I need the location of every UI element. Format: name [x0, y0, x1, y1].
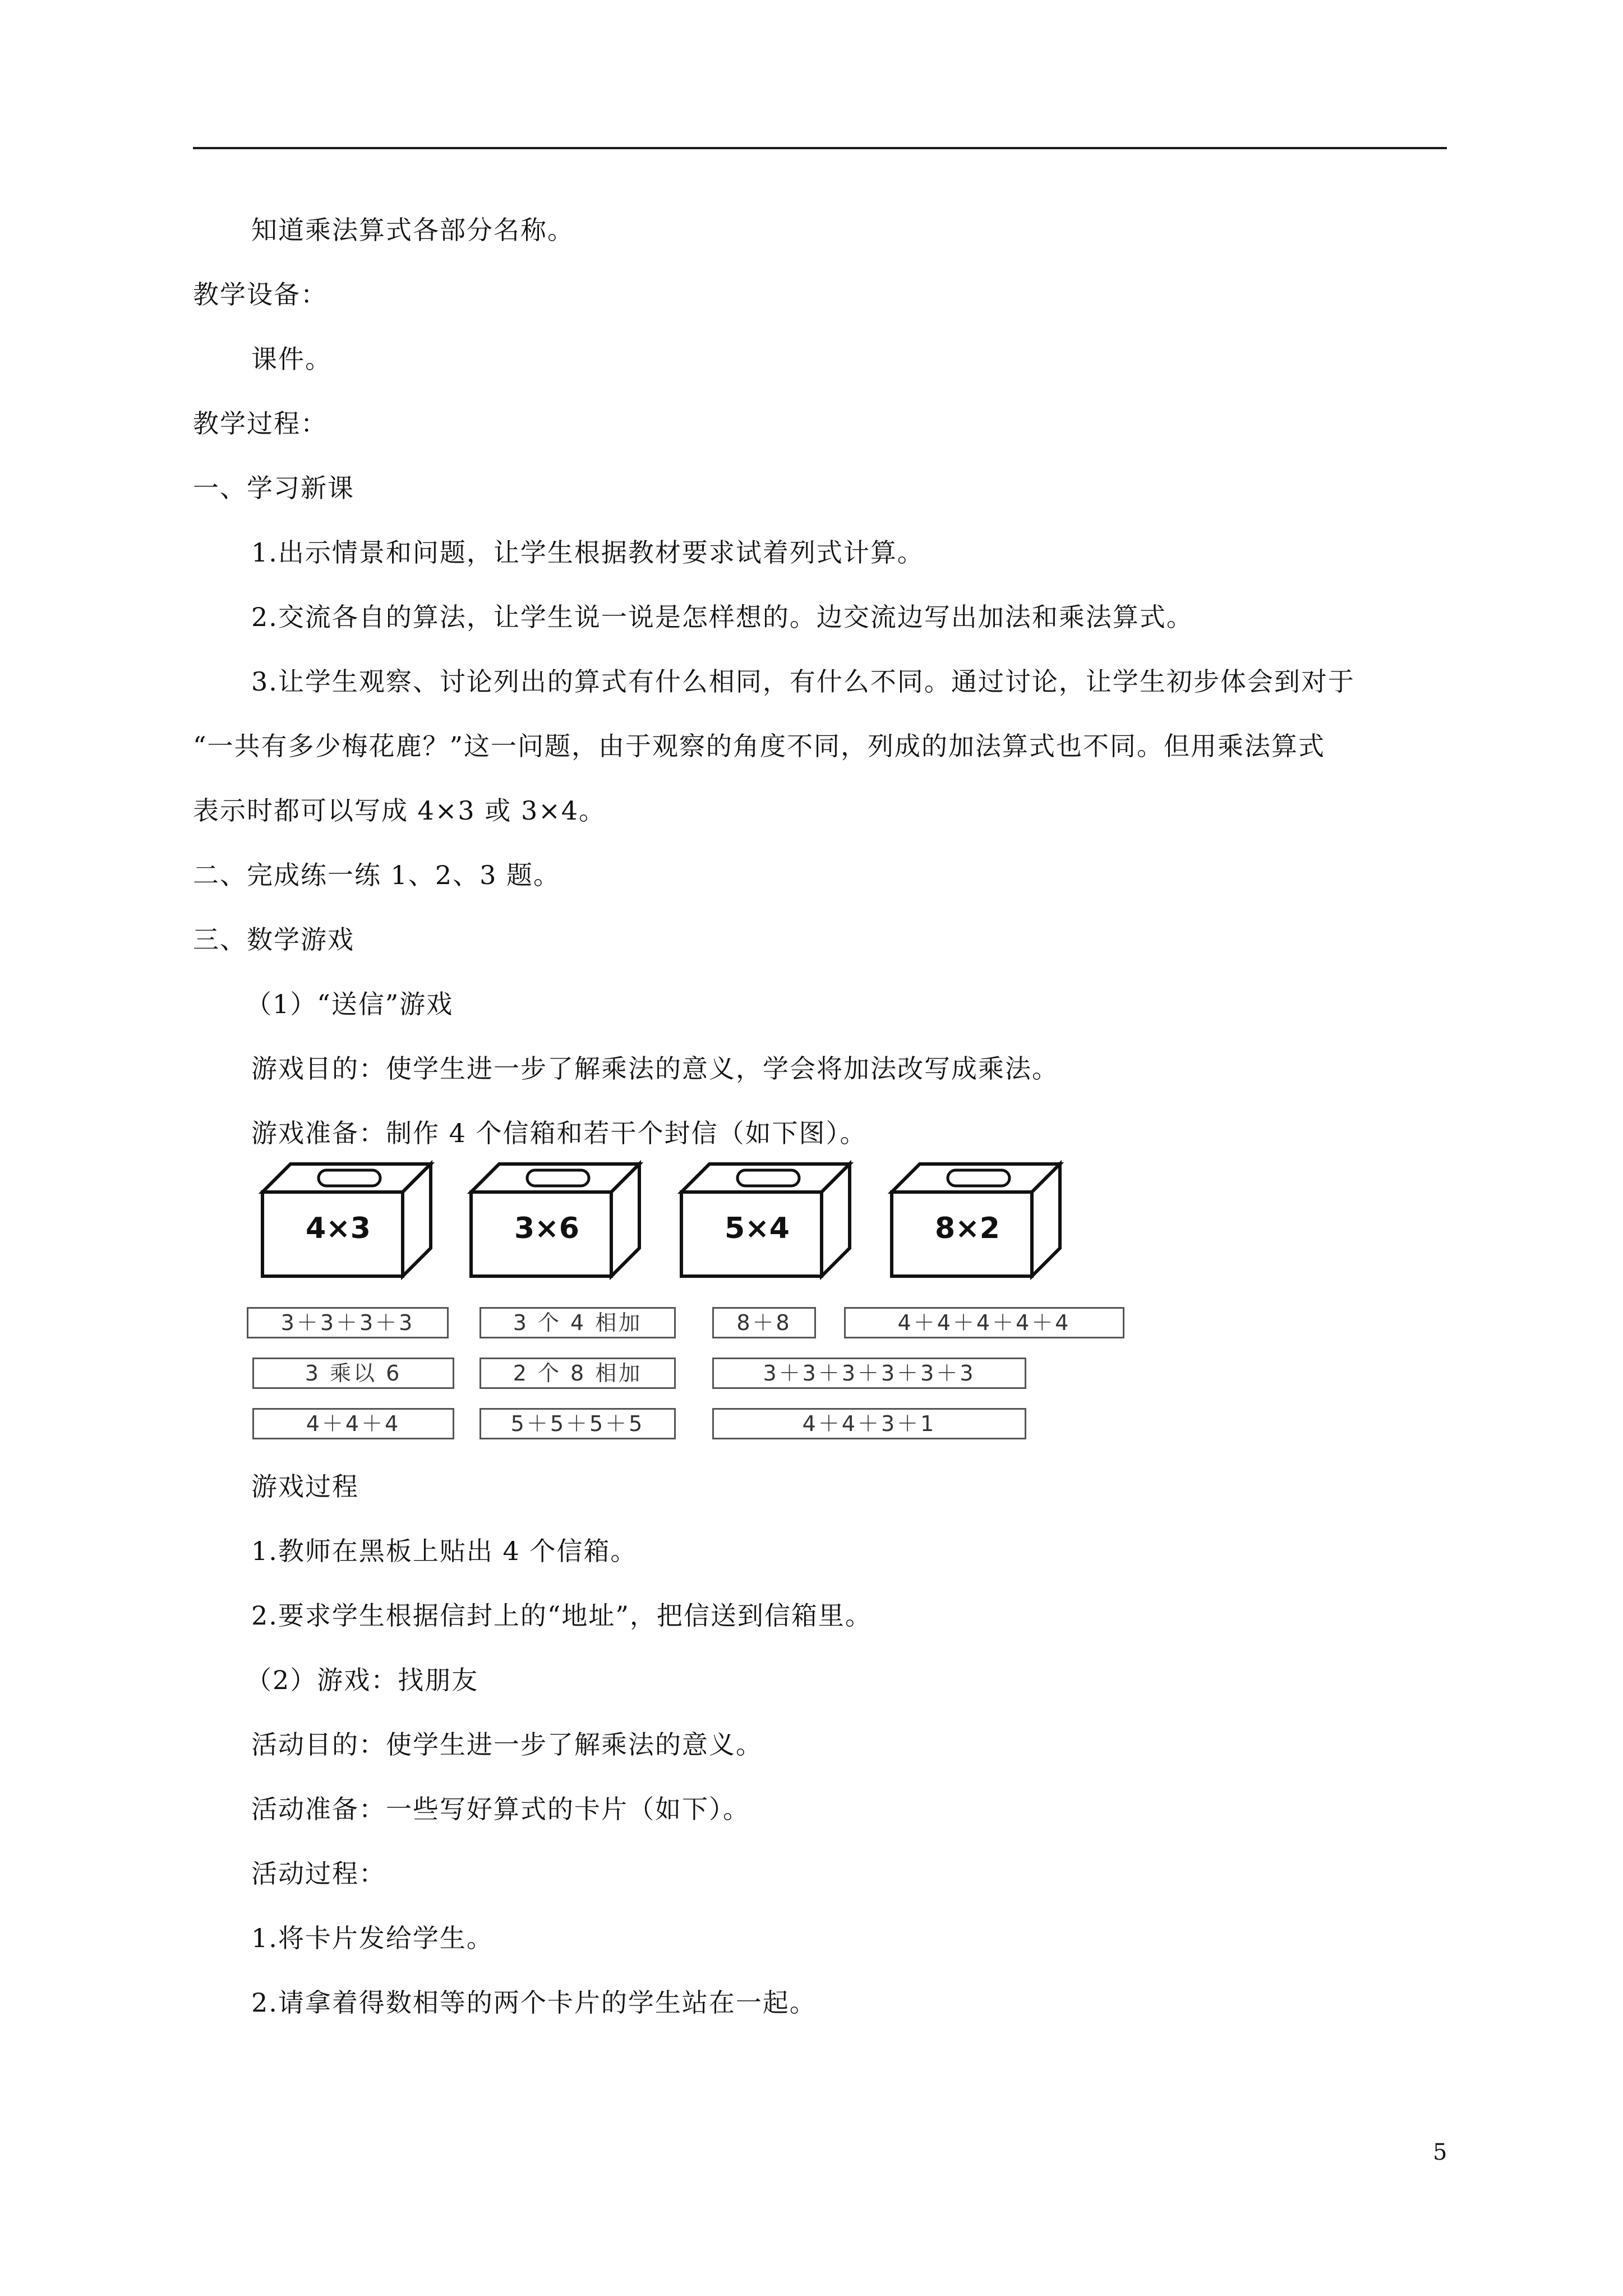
- envelope: 3＋3＋3＋3＋3＋3: [712, 1358, 1026, 1389]
- mailbox-2: [465, 1156, 651, 1290]
- game-2-process-heading: 活动过程：: [251, 1858, 386, 1889]
- mailbox-label: 5×4: [725, 1212, 790, 1245]
- step-3-line-1: 3.让学生观察、讨论列出的算式有什么相同，有什么不同。通过讨论，让学生初步体会到对于: [251, 666, 1355, 697]
- paragraph-intro: 知道乘法算式各部分名称。: [251, 215, 574, 245]
- envelope: 2 个 8 相加: [479, 1358, 676, 1389]
- game-2-preparation: 活动准备：一些写好算式的卡片（如下）。: [251, 1794, 750, 1824]
- game-1-process-step-2: 2.要求学生根据信封上的“地址”，把信送到信箱里。: [251, 1600, 872, 1631]
- game-1-process-heading: 游戏过程: [251, 1471, 359, 1502]
- envelope: 3＋3＋3＋3: [247, 1307, 449, 1338]
- game-2-process-step-1: 1.将卡片发给学生。: [251, 1923, 494, 1953]
- step-1: 1.出示情景和问题，让学生根据教材要求试着列式计算。: [251, 537, 924, 568]
- heading-equipment: 教学设备：: [193, 279, 328, 310]
- section-heading-2: 二、完成练一练 1、2、3 题。: [193, 860, 561, 890]
- game-1-process-step-1: 1.教师在黑板上贴出 4 个信箱。: [251, 1536, 638, 1566]
- envelope: 4＋4＋3＋1: [712, 1408, 1026, 1439]
- step-2: 2.交流各自的算法，让学生说一说是怎样想的。边交流边写出加法和乘法算式。: [251, 602, 1193, 632]
- paragraph-equipment: 课件。: [251, 344, 332, 374]
- mailbox-label: 3×6: [514, 1212, 579, 1245]
- mailbox-label: 8×2: [935, 1212, 1000, 1245]
- step-3-line-3: 表示时都可以写成 4×3 或 3×4。: [193, 795, 606, 826]
- step-3-line-2: “一共有多少梅花鹿？”这一问题，由于观察的角度不同，列成的加法算式也不同。但用乘法算式: [193, 731, 1326, 761]
- envelope: 8＋8: [712, 1307, 816, 1338]
- game-2-title: （2）游戏：找朋友: [246, 1665, 479, 1695]
- mailbox-figure: [247, 1156, 1122, 1453]
- page-number: 5: [1433, 2139, 1447, 2165]
- header-rule: [193, 147, 1447, 149]
- heading-process: 教学过程：: [193, 408, 328, 439]
- mailbox-4: [886, 1156, 1071, 1290]
- game-1-preparation: 游戏准备：制作 4 个信箱和若干个封信（如下图）。: [251, 1118, 867, 1148]
- game-2-process-step-2: 2.请拿着得数相等的两个卡片的学生站在一起。: [251, 1987, 817, 2018]
- envelope: 4＋4＋4: [252, 1408, 454, 1439]
- game-1-title: （1）“送信”游戏: [246, 989, 454, 1019]
- section-heading-3: 三、数学游戏: [193, 924, 354, 955]
- envelope: 3 乘以 6: [252, 1358, 454, 1389]
- mailbox-1: [257, 1156, 442, 1290]
- envelope: 3 个 4 相加: [479, 1307, 676, 1338]
- game-2-purpose: 活动目的：使学生进一步了解乘法的意义。: [251, 1729, 763, 1760]
- envelope: 5＋5＋5＋5: [479, 1408, 676, 1439]
- envelope: 4＋4＋4＋4＋4: [844, 1307, 1124, 1338]
- mailbox-3: [676, 1156, 861, 1290]
- mailbox-label: 4×3: [306, 1212, 371, 1245]
- section-heading-1: 一、学习新课: [193, 473, 354, 503]
- game-1-purpose: 游戏目的：使学生进一步了解乘法的意义，学会将加法改写成乘法。: [251, 1053, 1059, 1084]
